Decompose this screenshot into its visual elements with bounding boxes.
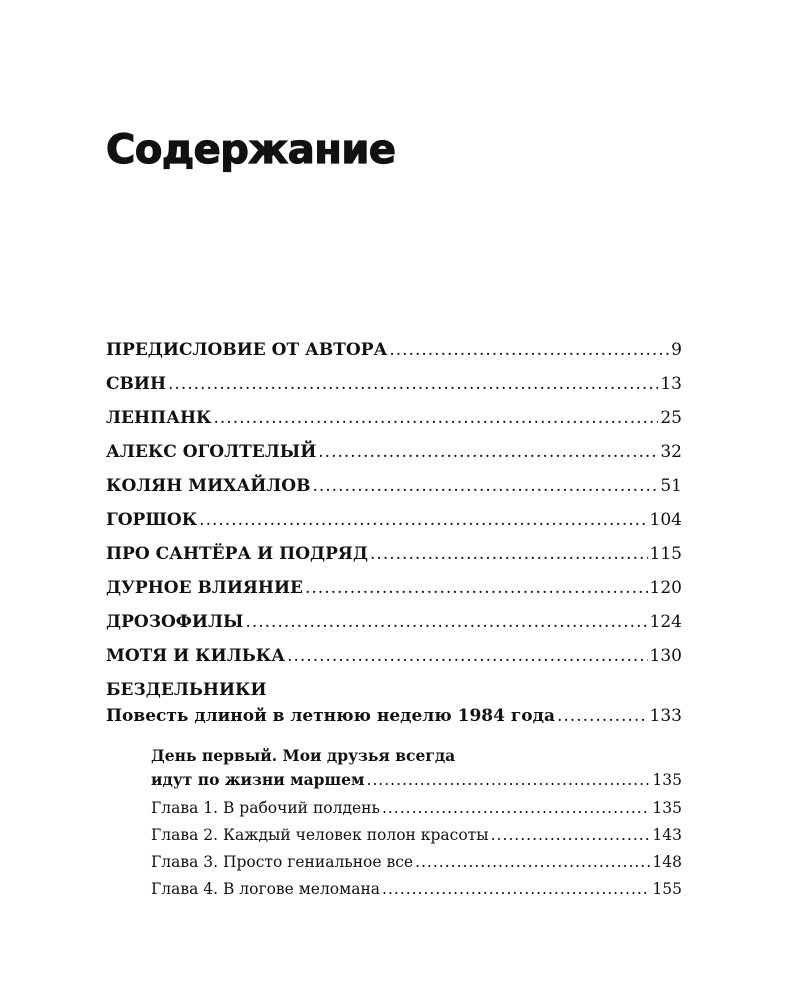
section-subtitle-entry[interactable]: [106, 706, 682, 726]
dot-leader: [213, 408, 658, 428]
day-entry[interactable]: [151, 770, 682, 789]
toc-entry-label: ДРОЗОФИЛЫ: [106, 612, 244, 632]
toc-entry-page: 25: [660, 408, 682, 428]
dot-leader: [382, 880, 650, 898]
chapter-entry[interactable]: [151, 880, 682, 898]
day-heading-line1: День первый. Мои друзья всегда: [151, 746, 456, 765]
chapter-page: 155: [652, 880, 682, 898]
chapter-label: Глава 4. В логове меломана: [151, 880, 381, 898]
toc-entry-page: 13: [660, 374, 682, 394]
toc-entry-label: СВИН: [106, 374, 167, 394]
dot-leader: [415, 853, 650, 871]
toc-entry[interactable]: [106, 442, 682, 462]
toc-entry-page: 120: [649, 578, 682, 598]
toc-entry-page: 51: [660, 476, 682, 496]
page-title: Содержание: [106, 127, 396, 173]
day-entry-page: 135: [652, 771, 682, 789]
toc-entry-page: 115: [649, 544, 682, 564]
dot-leader: [312, 476, 658, 496]
dot-leader: [305, 578, 648, 598]
toc-entry-label: МОТЯ И КИЛЬКА: [106, 646, 286, 666]
toc-entry[interactable]: [106, 578, 682, 598]
toc-entry[interactable]: [106, 374, 682, 394]
section-heading: БЕЗДЕЛЬНИКИ: [106, 680, 267, 700]
toc-entry[interactable]: [106, 476, 682, 496]
dot-leader: [199, 510, 647, 530]
dot-leader: [370, 544, 648, 564]
chapter-page: 135: [652, 799, 682, 817]
section-subtitle-page: 133: [649, 706, 682, 726]
toc-entry[interactable]: [106, 408, 682, 428]
chapter-entry[interactable]: [151, 853, 682, 871]
dot-leader: [318, 442, 658, 462]
toc-entry[interactable]: [106, 340, 682, 360]
toc-entry[interactable]: [106, 646, 682, 666]
dot-leader: [491, 826, 651, 844]
chapter-entry[interactable]: [151, 826, 682, 844]
chapter-label: Глава 1. В рабочий полдень: [151, 799, 380, 817]
chapter-label: Глава 3. Просто гениальное все: [151, 853, 414, 871]
toc-entry-page: 9: [671, 340, 682, 360]
dot-leader: [382, 799, 650, 817]
dot-leader: [389, 340, 669, 360]
toc-entry[interactable]: [106, 544, 682, 564]
toc-entry-page: 104: [649, 510, 682, 530]
chapter-page: 143: [652, 826, 682, 844]
toc-entry-label: ПРО САНТЁРА И ПОДРЯД: [106, 544, 369, 564]
toc-entry-page: 130: [649, 646, 682, 666]
toc-entry-label: КОЛЯН МИХАЙЛОВ: [106, 476, 311, 496]
section-subtitle-label: Повесть длиной в летнюю неделю 1984 года: [106, 706, 555, 726]
dot-leader: [287, 646, 647, 666]
dot-leader: [245, 612, 647, 632]
toc-entry-label: ЛЕНПАНК: [106, 408, 212, 428]
toc-entry[interactable]: [106, 510, 682, 530]
toc-entry-label: ПРЕДИСЛОВИЕ ОТ АВТОРА: [106, 340, 388, 360]
toc-entry-page: 32: [660, 442, 682, 462]
dot-leader: [366, 771, 650, 789]
toc-entry-label: ДУРНОЕ ВЛИЯНИЕ: [106, 578, 303, 598]
day-heading-line2: идут по жизни маршем: [151, 770, 365, 789]
toc-entry-label: АЛЕКС ОГОЛТЕЛЫЙ: [106, 442, 317, 462]
dot-leader: [168, 374, 658, 394]
dot-leader: [557, 706, 648, 726]
toc-entry[interactable]: [106, 612, 682, 632]
chapter-page: 148: [652, 853, 682, 871]
chapter-entry[interactable]: [151, 799, 682, 817]
chapter-label: Глава 2. Каждый человек полон красоты: [151, 826, 489, 844]
toc-entry-label: ГОРШОК: [106, 510, 198, 530]
toc-entry-page: 124: [649, 612, 682, 632]
